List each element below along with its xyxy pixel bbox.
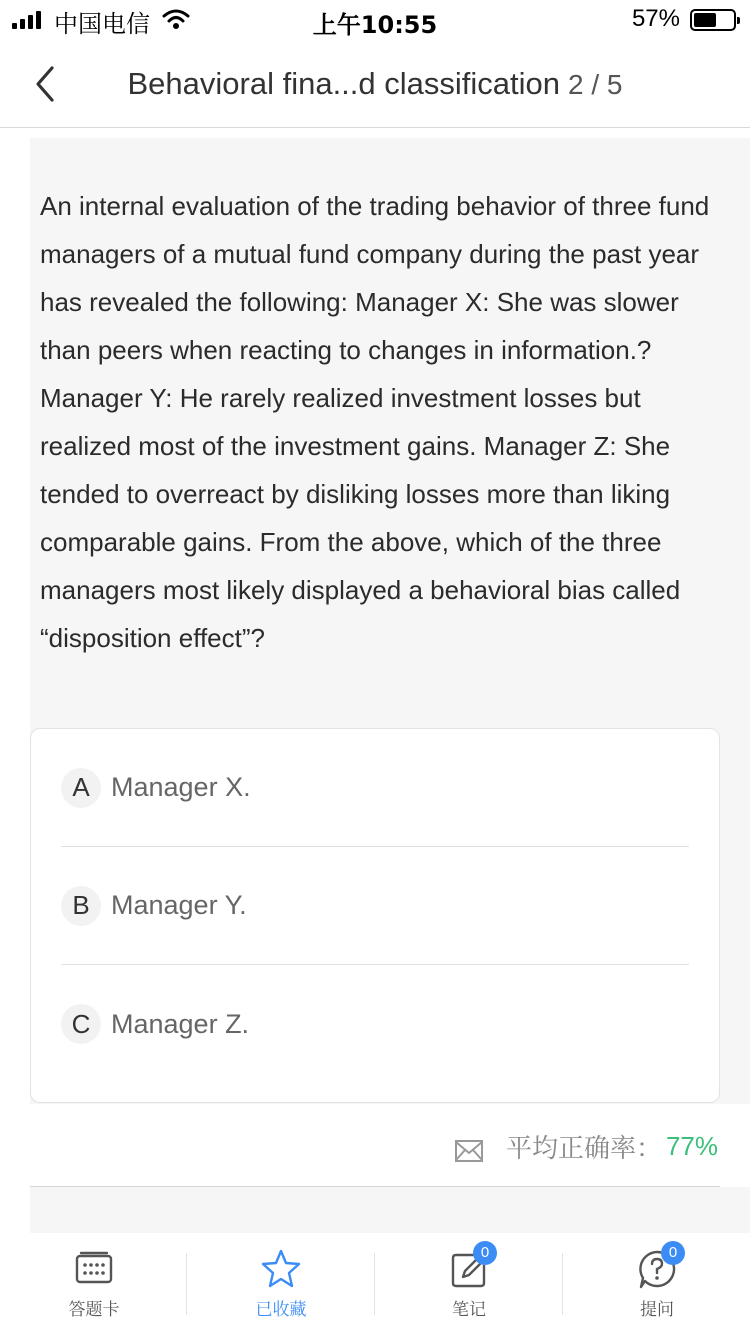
spacer — [30, 1187, 750, 1233]
option-letter: C — [61, 1004, 101, 1044]
carrier-name: 中国电信 — [54, 10, 150, 38]
tab-label: 已收藏 — [255, 1300, 307, 1320]
answer-card-icon — [72, 1247, 116, 1291]
battery-icon — [690, 9, 736, 31]
status-time: 上午10:55 — [312, 11, 438, 39]
tab-ask[interactable] — [563, 1233, 750, 1334]
question-text: An internal evaluation of the trading behavior of three fund managers of a mutual fund company during the past year has revealed the following: Manager X: She was slower than peers when reacting to changes in information.? Manager Y: He rarely realized investment losses but realized most of the investment gains. Manager Z: She tended to overreact by disliking losses more than liking comparable gains. From the above, which of the three managers most likely displayed a behavioral bias called “disposition effect”? — [40, 191, 710, 653]
status-bar — [0, 0, 750, 40]
ask-badge: 0 — [661, 1241, 685, 1265]
option-text: Manager Z. — [111, 1008, 250, 1039]
option-letter: A — [61, 768, 101, 808]
accuracy-label: 平均正确率： — [505, 1134, 662, 1164]
tab-label: 答题卡 — [68, 1300, 120, 1320]
option-a[interactable] — [61, 729, 689, 847]
tab-answer-card[interactable] — [0, 1233, 188, 1334]
option-b[interactable] — [61, 847, 689, 965]
question-position: 2 / 5 — [568, 69, 623, 100]
question-panel — [30, 138, 750, 1104]
page-title-text: Behavioral fina...d classification — [127, 66, 561, 101]
mail-icon[interactable] — [454, 1138, 484, 1164]
tab-favorite[interactable] — [187, 1233, 375, 1334]
option-text: Manager Y. — [111, 890, 247, 920]
accuracy-value: 77% — [665, 1131, 718, 1161]
bottom-tab-bar — [0, 1233, 750, 1334]
star-icon — [259, 1247, 303, 1291]
option-c[interactable] — [61, 965, 689, 1083]
battery-percent: 57% — [631, 5, 680, 32]
tab-label: 提问 — [640, 1300, 674, 1320]
tab-label: 笔记 — [452, 1300, 486, 1320]
option-text: Manager X. — [111, 772, 251, 802]
nav-bar — [0, 40, 750, 128]
battery-fill — [694, 13, 716, 27]
tab-notes[interactable] — [375, 1233, 563, 1334]
notes-badge: 0 — [473, 1241, 497, 1265]
options-card — [30, 728, 720, 1103]
option-letter: B — [61, 886, 101, 926]
accuracy-stats — [0, 1104, 750, 1186]
page-title — [0, 66, 750, 102]
